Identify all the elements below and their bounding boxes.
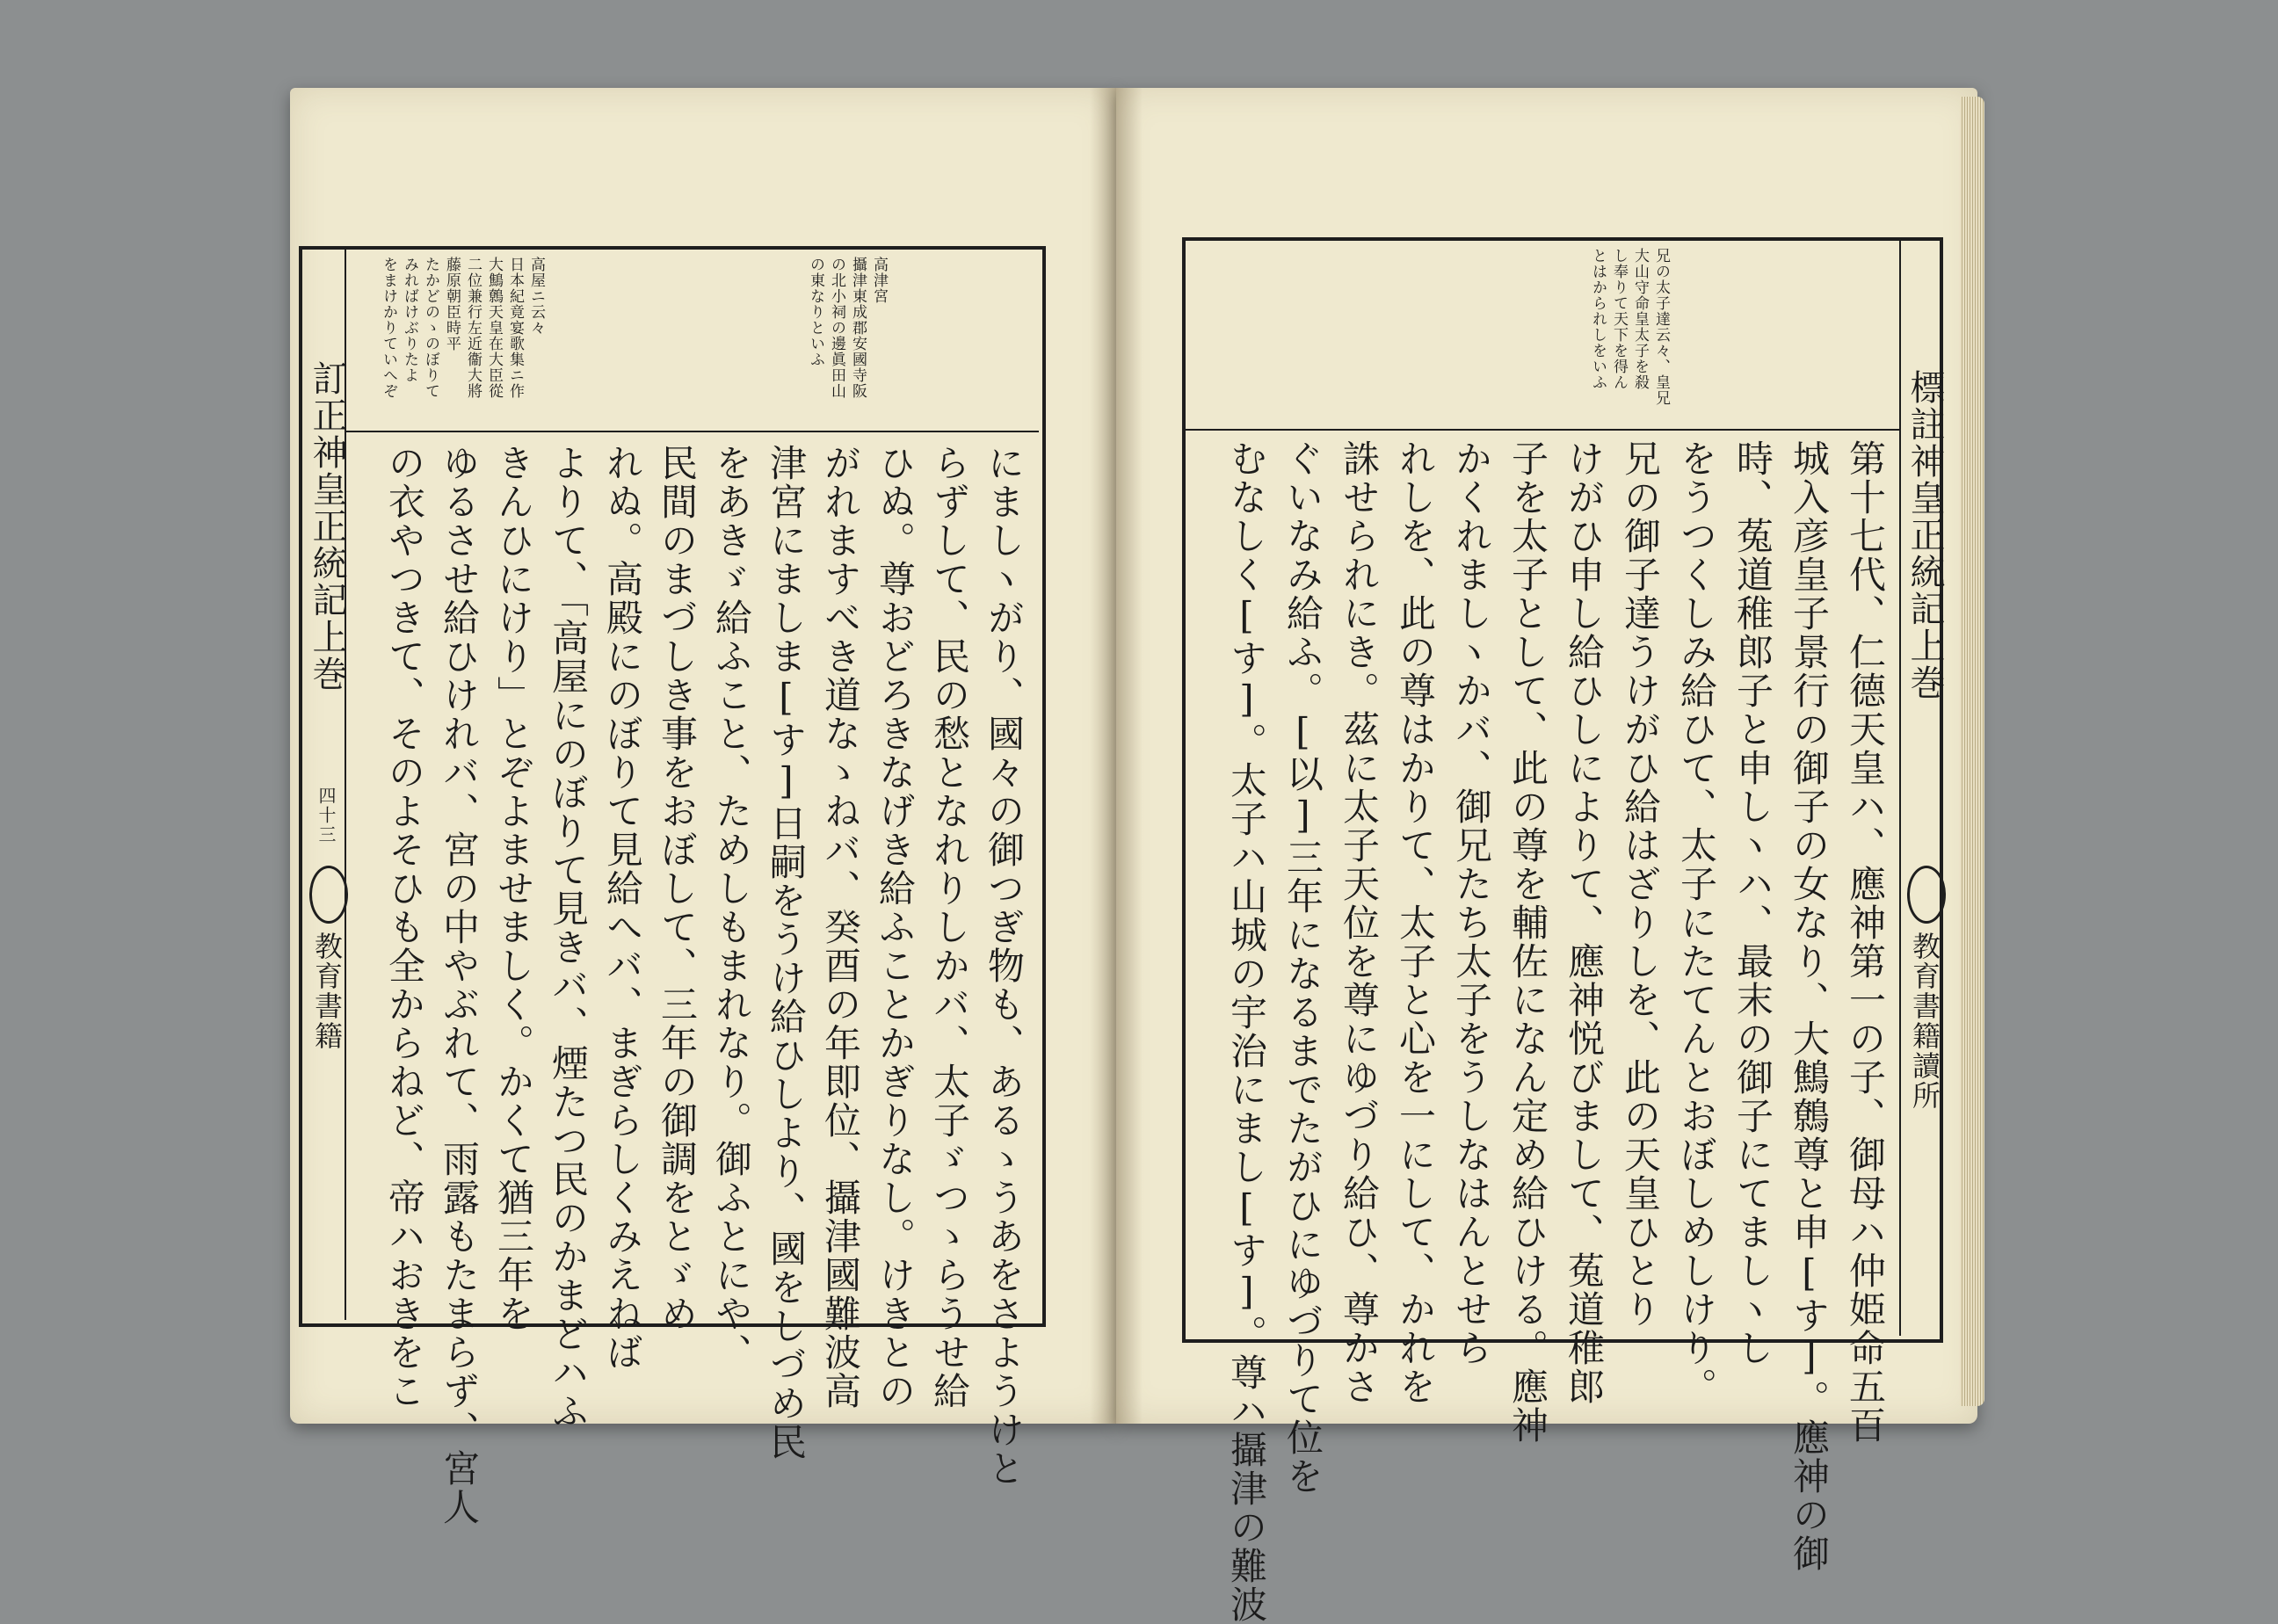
left-body-column: ゆるさせ給ひけれバ、宮の中やぶれて、雨露もたまらず、宮人 [438, 444, 481, 1526]
left-body-column: 津宮にましま[す]日嗣をうけ給ひしより、國をしづめ民 [765, 444, 808, 1461]
right-header-note: 大山守命皇太子を殺 [1631, 248, 1649, 390]
left-body-column: にましヽがり、國々の御つぎ物も、あるゝうあをさようけと [983, 444, 1026, 1488]
left-body-column: らずして、民の愁となれりしかバ、太子ゞつゝらうせ給 [928, 444, 971, 1410]
right-title-strip-line [1899, 241, 1901, 1336]
left-body-column: の衣やつきて、そのよそひも全からねど、帝ハおきをこ [383, 444, 426, 1410]
left-circle-mark [309, 866, 348, 924]
right-circle-mark [1907, 866, 1946, 924]
left-body-column: をあきゞ給ふこと、ためしもまれなり。御ふとにや、 [710, 444, 753, 1372]
right-body-column: 時、菟道稚郎子と申しヽハ、最末の御子にてましヽし [1731, 439, 1774, 1367]
left-header-note: 日本紀竟宴歌集ニ作 [506, 257, 524, 399]
left-header-note: 高屋ニ云々 [527, 257, 545, 336]
right-publisher-column: 教育書籍讀所 [1908, 932, 1941, 1111]
left-body-column: 民間のまづしき事をおぼして、三年の御調をとゞめ [656, 444, 699, 1333]
left-body-column: きんひにけり」とぞよませましく。かくて猶三年を [492, 444, 535, 1333]
right-body-column: 兄の御子達うけがひ給はざりしを、此の天皇ひとり [1619, 439, 1662, 1329]
left-header-note: の東なりといふ [807, 257, 824, 367]
left-header-note: 大鷦鷯天皇在大臣從 [485, 257, 503, 399]
right-body-column: けがひ申し給ひしによりて、應神悦びまして、菟道稚郎 [1563, 439, 1606, 1406]
left-header-note: をまけかりていへぞ [380, 257, 397, 399]
right-body-column: 子を太子として、此の尊を輔佐になん定め給ひける。應神 [1506, 439, 1549, 1445]
right-header-divider [1186, 429, 1899, 431]
left-body-column: ひぬ。尊おどろきなげき給ふことかぎりなし。けきとの [874, 444, 917, 1410]
right-body-column: 誅せられにき。茲に太子天位を尊にゆづり給ひ、尊かさ [1338, 439, 1381, 1406]
left-title-column: 訂正神皇正統記上巻 [307, 360, 347, 692]
left-header-note: みればけぶりたよ [401, 257, 418, 383]
right-body-column: ぐいなみ給ふ。[以]三年になるまでたがひにゆづりて位を [1281, 439, 1324, 1496]
right-body-column: 第十七代、仁德天皇ハ、應神第一の子、御母ハ仲姫命五百 [1844, 439, 1887, 1445]
left-folio: 四十三 [316, 787, 337, 845]
right-title-column: 標註神皇正統記上巻 [1904, 369, 1945, 701]
left-body-column: れぬ。高殿にのぼりて見給へバ、まぎらしくみえねば [601, 444, 644, 1372]
right-body-column: れしを、此の尊はかりて、太子と心を一にして、かれを [1394, 439, 1437, 1406]
left-header-note: 二位兼行左近衞大將 [464, 257, 482, 399]
left-header-note: 藤原朝臣時平 [443, 257, 461, 352]
right-body-column: 城入彦皇子景行の御子の女なり、大鷦鷯尊と申[す]。應神の御 [1788, 439, 1831, 1573]
left-body-column: よりて、「高屋にのぼりて見きバ、煙たつ民のかまどハふ [547, 444, 590, 1431]
page-edges [1960, 97, 1984, 1406]
right-header-note: し奉りて天下を得ん [1610, 248, 1628, 390]
left-publisher-column: 教育書籍 [310, 932, 344, 1051]
right-body-column: をうつくしみ給ひて、太子にたてんとおぼしめしけり。 [1675, 439, 1718, 1406]
left-header-note: たかどのゝのぼりて [422, 257, 439, 399]
left-header-note: 攝津東成郡安國寺阪 [849, 257, 867, 399]
right-body-column: むなしく[す]。太子ハ山城の宇治にまし[す]。尊ハ攝津の難波 [1225, 439, 1268, 1624]
book-gutter [1090, 88, 1143, 1424]
right-header-note: とはかられしをいふ [1589, 248, 1607, 390]
left-header-note: の北小祠の邊眞田山 [828, 257, 845, 399]
left-header-note: 高津宮 [870, 257, 888, 304]
left-header-divider [345, 431, 1039, 432]
right-body-column: かくれましヽかバ、御兄たち太子をうしなはんとせら [1450, 439, 1493, 1367]
right-header-note: 兄の太子達云々、皇兄 [1652, 248, 1670, 406]
left-body-column: がれますべき道なゝねバ、癸酉の年即位、攝津國難波高 [819, 444, 862, 1410]
